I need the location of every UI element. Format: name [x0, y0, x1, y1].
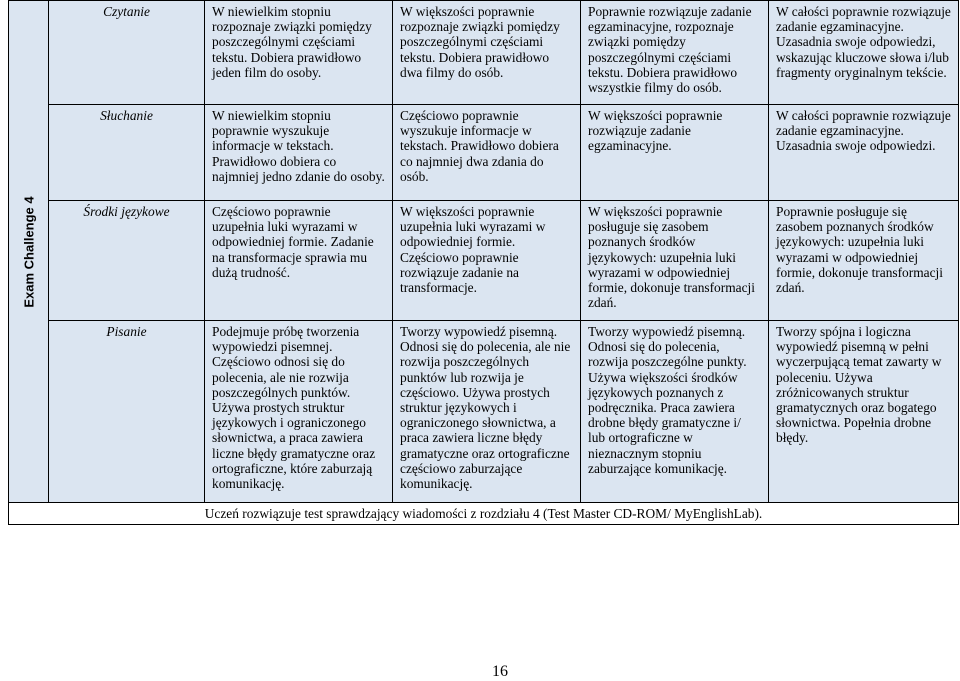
- criteria-cell: W niewielkim stopniu rozpoznaje związki pomiędzy poszczególnymi częściami tekstu. Dobiera prawidłowo jeden film do osoby.: [205, 1, 393, 105]
- section-label-cell: [9, 1, 49, 503]
- skill-label: Pisanie: [49, 321, 205, 503]
- page-number: 16: [492, 663, 508, 680]
- criteria-cell: Tworzy spójna i logiczna wypowiedź pisemną w pełni wyczerpującą temat zawarty w poleceniu. Używa zróżnicowanych struktur gramatycznych oraz bogatego słownictwa. Popełnia drobne błędy.: [769, 321, 959, 503]
- criteria-cell: Podejmuje próbę tworzenia wypowiedzi pisemnej. Częściowo odnosi się do polecenia, ale nie rozwija poszczególnych punktów. Używa prostych struktur językowych i ograniczonego słownictwa, a praca zawiera liczne błędy gramatyczne oraz ortograficzne, które zaburzają komunikację.: [205, 321, 393, 503]
- criteria-cell: W większości poprawnie uzupełnia luki wyrazami w odpowiedniej formie. Częściowo poprawnie rozwiązuje zadanie na transformacje.: [393, 201, 581, 321]
- criteria-cell: W większości poprawnie rozwiązuje zadanie egzaminacyjne.: [581, 105, 769, 201]
- criteria-cell: Poprawnie rozwiązuje zadanie egzaminacyjne, rozpoznaje związki pomiędzy poszczególnymi częściami tekstu. Dobiera prawidłowo wszystkie filmy do osób.: [581, 1, 769, 105]
- criteria-cell: Tworzy wypowiedź pisemną. Odnosi się do polecenia, ale nie rozwija poszczególnych punktów lub rozwija je częściowo. Używa prostych struktur językowych i ograniczonego słownictwa, a praca zawiera liczne błędy gramatyczne oraz ortograficzne częściowo zaburzające komunikację.: [393, 321, 581, 503]
- criteria-cell: W całości poprawnie rozwiązuje zadanie egzaminacyjne. Uzasadnia swoje odpowiedzi.: [769, 105, 959, 201]
- criteria-cell: Częściowo poprawnie uzupełnia luki wyrazami w odpowiedniej formie. Zadanie na transformacje sprawia mu dużą trudność.: [205, 201, 393, 321]
- skill-label: Czytanie: [49, 1, 205, 105]
- skill-label: Środki językowe: [49, 201, 205, 321]
- footer-note: Uczeń rozwiązuje test sprawdzający wiadomości z rozdziału 4 (Test Master CD-ROM/ MyEnglishLab).: [9, 503, 959, 525]
- table-row: [9, 105, 959, 201]
- criteria-cell: W większości poprawnie rozpoznaje związki pomiędzy poszczególnymi częściami tekstu. Dobiera prawidłowo dwa filmy do osób.: [393, 1, 581, 105]
- criteria-cell: Tworzy wypowiedź pisemną. Odnosi się do polecenia, rozwija poszczególne punkty. Używa większości środków językowych poznanych z podręcznika. Praca zawiera drobne błędy gramatyczne i/ lub ortograficzne w nieznacznym stopniu zaburzające komunikację.: [581, 321, 769, 503]
- criteria-cell: W całości poprawnie rozwiązuje zadanie egzaminacyjne. Uzasadnia swoje odpowiedzi, wskazując kluczowe słowa i/lub fragmenty oryginalnym tekście.: [769, 1, 959, 105]
- criteria-cell: Częściowo poprawnie wyszukuje informacje w tekstach. Prawidłowo dobiera co najmniej dwa zdania do osób.: [393, 105, 581, 201]
- criteria-cell: W większości poprawnie posługuje się zasobem poznanych środków językowych: uzupełnia luki wyrazami w odpowiedniej formie, dokonuje transformacji zdań.: [581, 201, 769, 321]
- table-row: [9, 503, 959, 525]
- section-label: Exam Challenge 4: [20, 195, 36, 308]
- table-row: [9, 1, 959, 105]
- table-row: [9, 321, 959, 503]
- table-row: [9, 201, 959, 321]
- criteria-cell: Poprawnie posługuje się zasobem poznanych środków językowych: uzupełnia luki wyrazami w odpowiedniej formie, dokonuje transformacji zdań.: [769, 201, 959, 321]
- criteria-cell: W niewielkim stopniu poprawnie wyszukuje informacje w tekstach. Prawidłowo dobiera co najmniej jedno zdanie do osoby.: [205, 105, 393, 201]
- assessment-criteria-table: [8, 0, 959, 525]
- skill-label: Słuchanie: [49, 105, 205, 201]
